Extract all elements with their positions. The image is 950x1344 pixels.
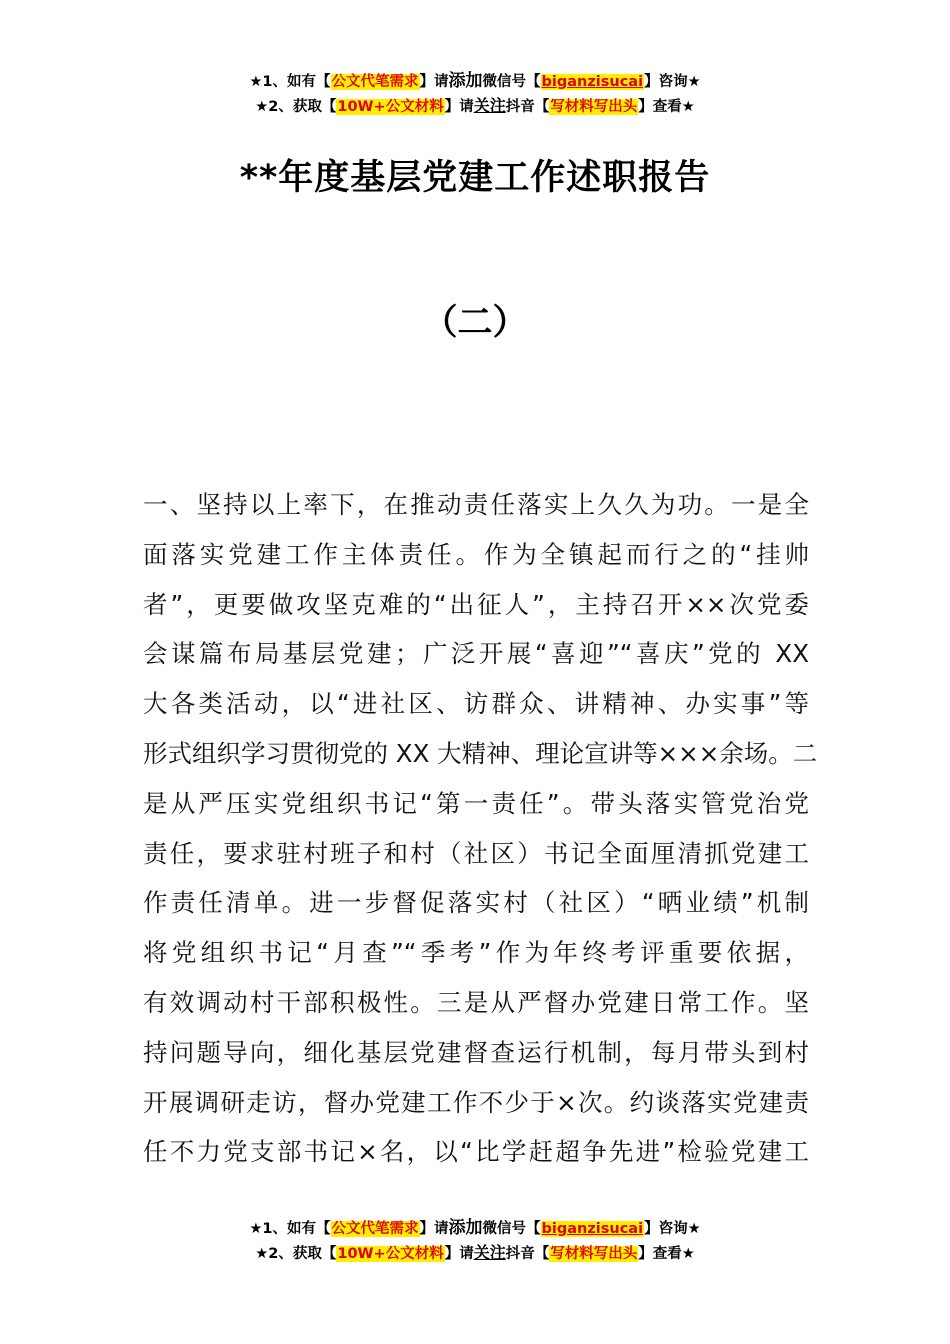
wechat-id-link[interactable]: biganzisucai [541, 74, 644, 90]
wechat-id-link[interactable]: biganzisucai [541, 1221, 644, 1237]
body-line: 形式组织学习贯彻党的 XX 大精神、理论宣讲等×××余场。二 [143, 738, 818, 768]
douyin-account-link[interactable]: 写材料写出头 [550, 99, 638, 115]
banner-text: 】查看★ [638, 99, 695, 115]
banner-text: 】请 [419, 74, 449, 90]
banner-text: ★2、获取【 [255, 1246, 337, 1262]
document-title: **年度基层党建工作述职报告 [239, 158, 711, 198]
banner-text: 】请 [419, 1221, 449, 1237]
banner-line-1 [0, 70, 950, 94]
body-line: 责任，要求驻村班子和村（社区）书记全面厘清抓党建工 [143, 838, 809, 868]
footer-banner [0, 1217, 950, 1266]
banner-text: 抖音【 [505, 1246, 550, 1262]
banner-line-2 [0, 94, 950, 119]
banner-text: 】查看★ [638, 1246, 695, 1262]
document-body [143, 480, 818, 1177]
banner-text: 】请 [444, 99, 474, 115]
body-line: 会谋篇布局基层党建；广泛开展“喜迎”“喜庆”党的 XX [143, 639, 809, 669]
banner-text: 微信号【 [482, 1221, 541, 1237]
body-line: 一、坚持以上率下，在推动责任落实上久久为功。一是全 [143, 490, 809, 519]
banner-emphasis: 关注 [473, 1243, 506, 1262]
body-line: 任不力党支部书记×名，以“比学赶超争先进”检验党建工 [143, 1137, 809, 1167]
document-subtitle: （二） [422, 303, 528, 343]
banner-text: 】咨询★ [644, 74, 701, 90]
banner-text: ★1、如有【 [249, 1221, 331, 1237]
banner-text: 】咨询★ [644, 1221, 701, 1237]
header-banner [0, 70, 950, 119]
banner-text: 微信号【 [482, 74, 541, 90]
body-line: 持问题导向，细化基层党建督查运行机制，每月带头到村 [143, 1037, 809, 1067]
douyin-account-link[interactable]: 写材料写出头 [550, 1246, 638, 1262]
body-line: 是从严压实党组织书记“第一责任”。带头落实管党治党 [143, 788, 809, 818]
banner-highlight: 10W+公文材料 [337, 1246, 444, 1262]
banner-text: 】请 [444, 1246, 474, 1262]
body-line: 有效调动村干部积极性。三是从严督办党建日常工作。坚 [143, 987, 809, 1017]
body-line: 者”，更要做攻坚克难的“出征人”，主持召开××次党委 [143, 589, 809, 619]
banner-highlight: 10W+公文材料 [337, 99, 444, 115]
banner-emphasis: 添加 [448, 1218, 483, 1238]
body-line: 将党组织书记“月查”“季考”作为年终考评重要依据， [143, 938, 809, 968]
body-line: 大各类活动，以“进社区、访群众、讲精神、办实事”等 [143, 689, 809, 719]
banner-emphasis: 添加 [448, 71, 483, 91]
banner-text: ★1、如有【 [249, 74, 331, 90]
banner-emphasis: 关注 [473, 96, 506, 115]
banner-line-1 [0, 1217, 950, 1241]
banner-highlight: 公文代笔需求 [331, 74, 419, 90]
body-line: 作责任清单。进一步督促落实村（社区）“晒业绩”机制 [143, 888, 809, 918]
banner-text: 抖音【 [505, 99, 550, 115]
body-line: 面落实党建工作主体责任。作为全镇起而行之的“挂帅 [143, 539, 809, 569]
banner-highlight: 公文代笔需求 [331, 1221, 419, 1237]
body-line: 开展调研走访，督办党建工作不少于×次。约谈落实党建责 [143, 1087, 809, 1117]
banner-text: ★2、获取【 [255, 99, 337, 115]
banner-line-2 [0, 1241, 950, 1266]
